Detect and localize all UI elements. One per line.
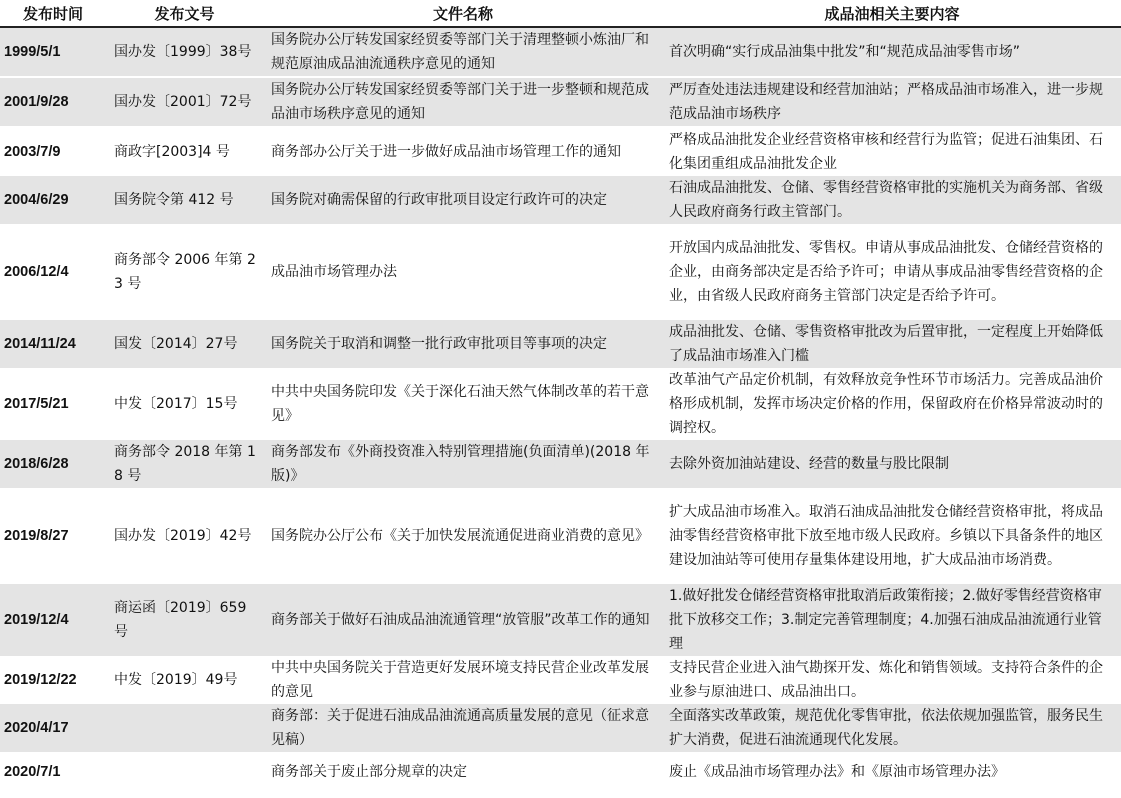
row-doc-number: 国务院令第 412 号: [106, 176, 263, 224]
row-title: 商务部发布《外商投资准入特别管理措施(负面清单)(2018 年版)》: [263, 440, 663, 488]
row-date: 2020/4/17: [0, 704, 106, 752]
row-content: 石油成品油批发、仓储、零售经营资格审批的实施机关为商务部、省级人民政府商务行政主管部门。: [663, 176, 1121, 224]
row-content: 开放国内成品油批发、零售权。申请从事成品油批发、仓储经营资格的企业，由商务部决定是否给予许可；申请从事成品油零售经营资格的企业，由省级人民政府商务主管部门决定是否给予许可。: [669, 240, 1103, 304]
header-doc-number: 发布文号: [106, 0, 263, 27]
row-date: 2006/12/4: [4, 264, 69, 280]
row-title: 中共中央国务院关于营造更好发展环境支持民营企业改革发展的意见: [271, 660, 649, 700]
row-content: 严格成品油批发企业经营资格审核和经营行为监管；促进石油集团、石化集团重组成品油批发企业: [669, 132, 1103, 172]
row-date: 2018/6/28: [0, 440, 106, 488]
row-date: 2001/9/28: [0, 77, 106, 127]
row-title: 国务院办公厅转发国家经贸委等部门关于进一步整顿和规范成品油市场秩序意见的通知: [263, 77, 663, 127]
table-row: [0, 368, 1121, 440]
table-row: [0, 27, 1121, 77]
row-date: 2019/12/22: [4, 672, 77, 688]
row-date: 2014/11/24: [0, 320, 106, 368]
table-header: [0, 0, 1121, 27]
row-date: 2019/8/27: [4, 528, 69, 544]
row-date: 2003/7/9: [4, 144, 61, 160]
row-content: 1.做好批发仓储经营资格审批取消后政策衔接；2.做好零售经营资格审批下放移交工作；3.制定完善管理制度；4.加强石油成品油流通行业管理: [663, 584, 1121, 656]
row-date: 2020/7/1: [4, 764, 61, 780]
table-row: [0, 176, 1121, 224]
table-row: [0, 704, 1121, 752]
header-doc-title: 文件名称: [263, 0, 663, 27]
row-title: 国务院办公厅转发国家经贸委等部门关于清理整顿小炼油厂和规范原油成品油流通秩序意见的通知: [263, 27, 663, 77]
table-row: [0, 752, 1121, 792]
row-title: 商务部办公厅关于进一步做好成品油市场管理工作的通知: [271, 144, 621, 160]
row-doc-number: 商运函〔2019〕659号: [106, 584, 263, 656]
row-content: 严厉查处违法违规建设和经营加油站；严格成品油市场准入，进一步规范成品油市场秩序: [663, 77, 1121, 127]
row-title: 国务院办公厅公布《关于加快发展流通促进商业消费的意见》: [271, 528, 649, 544]
row-title: 商务部：关于促进石油成品油流通高质量发展的意见（征求意见稿）: [263, 704, 663, 752]
row-content: 首次明确“实行成品油集中批发”和“规范成品油零售市场”: [663, 27, 1121, 77]
row-title: 国务院关于取消和调整一批行政审批项目等事项的决定: [263, 320, 663, 368]
row-doc-number: 商务部令 2006 年第 23 号: [114, 252, 256, 292]
row-title: 国务院对确需保留的行政审批项目设定行政许可的决定: [263, 176, 663, 224]
row-content: 去除外资加油站建设、经营的数量与股比限制: [663, 440, 1121, 488]
row-title: 商务部关于废止部分规章的决定: [271, 764, 467, 780]
row-doc-number: 国发〔2014〕27号: [106, 320, 263, 368]
row-content: 扩大成品油市场准入。取消石油成品油批发仓储经营资格审批，将成品油零售经营资格审批下放至地市级人民政府。乡镇以下具备条件的地区建设加油站等可使用存量集体建设用地，扩大成品油市场消费。: [669, 504, 1103, 568]
row-content: 废止《成品油市场管理办法》和《原油市场管理办法》: [669, 764, 1005, 780]
row-title: 中共中央国务院印发《关于深化石油天然气体制改革的若干意见》: [271, 384, 649, 424]
row-doc-number: 国办发〔2001〕72号: [106, 77, 263, 127]
row-date: 2004/6/29: [0, 176, 106, 224]
table-row: [0, 77, 1121, 127]
table-row: [0, 127, 1121, 176]
row-doc-number: [106, 704, 263, 752]
table-row: [0, 656, 1121, 704]
row-doc-number: 国办发〔1999〕38号: [106, 27, 263, 77]
row-content: 支持民营企业进入油气勘探开发、炼化和销售领域。支持符合条件的企业参与原油进口、成品油出口。: [669, 660, 1103, 700]
row-doc-number: 商务部令 2018 年第 18 号: [106, 440, 263, 488]
row-doc-number: 中发〔2019〕49号: [114, 672, 238, 688]
row-content: 成品油批发、仓储、零售资格审批改为后置审批，一定程度上开始降低了成品油市场准入门槛: [663, 320, 1121, 368]
table-row: [0, 440, 1121, 488]
row-title: 成品油市场管理办法: [271, 264, 397, 280]
table-row: [0, 584, 1121, 656]
row-doc-number: 中发〔2017〕15号: [114, 396, 238, 412]
row-content: 全面落实改革政策，规范优化零售审批，依法依规加强监管，服务民生扩大消费，促进石油流通现代化发展。: [663, 704, 1121, 752]
row-title: 商务部关于做好石油成品油流通管理“放管服”改革工作的通知: [263, 584, 663, 656]
row-date: 2019/12/4: [0, 584, 106, 656]
table-row: [0, 488, 1121, 584]
row-doc-number: 国办发〔2019〕42号: [114, 528, 252, 544]
table-row: [0, 224, 1121, 320]
header-content: 成品油相关主要内容: [663, 0, 1121, 27]
row-date: 2017/5/21: [4, 396, 69, 412]
row-content: 改革油气产品定价机制，有效释放竞争性环节市场活力。完善成品油价格形成机制，发挥市场决定价格的作用，保留政府在价格异常波动时的调控权。: [669, 372, 1103, 436]
row-doc-number: 商政字[2003]4 号: [114, 144, 230, 160]
row-date: 1999/5/1: [0, 27, 106, 77]
row-doc-number: [106, 752, 263, 792]
table-row: [0, 320, 1121, 368]
header-date: 发布时间: [0, 0, 106, 27]
